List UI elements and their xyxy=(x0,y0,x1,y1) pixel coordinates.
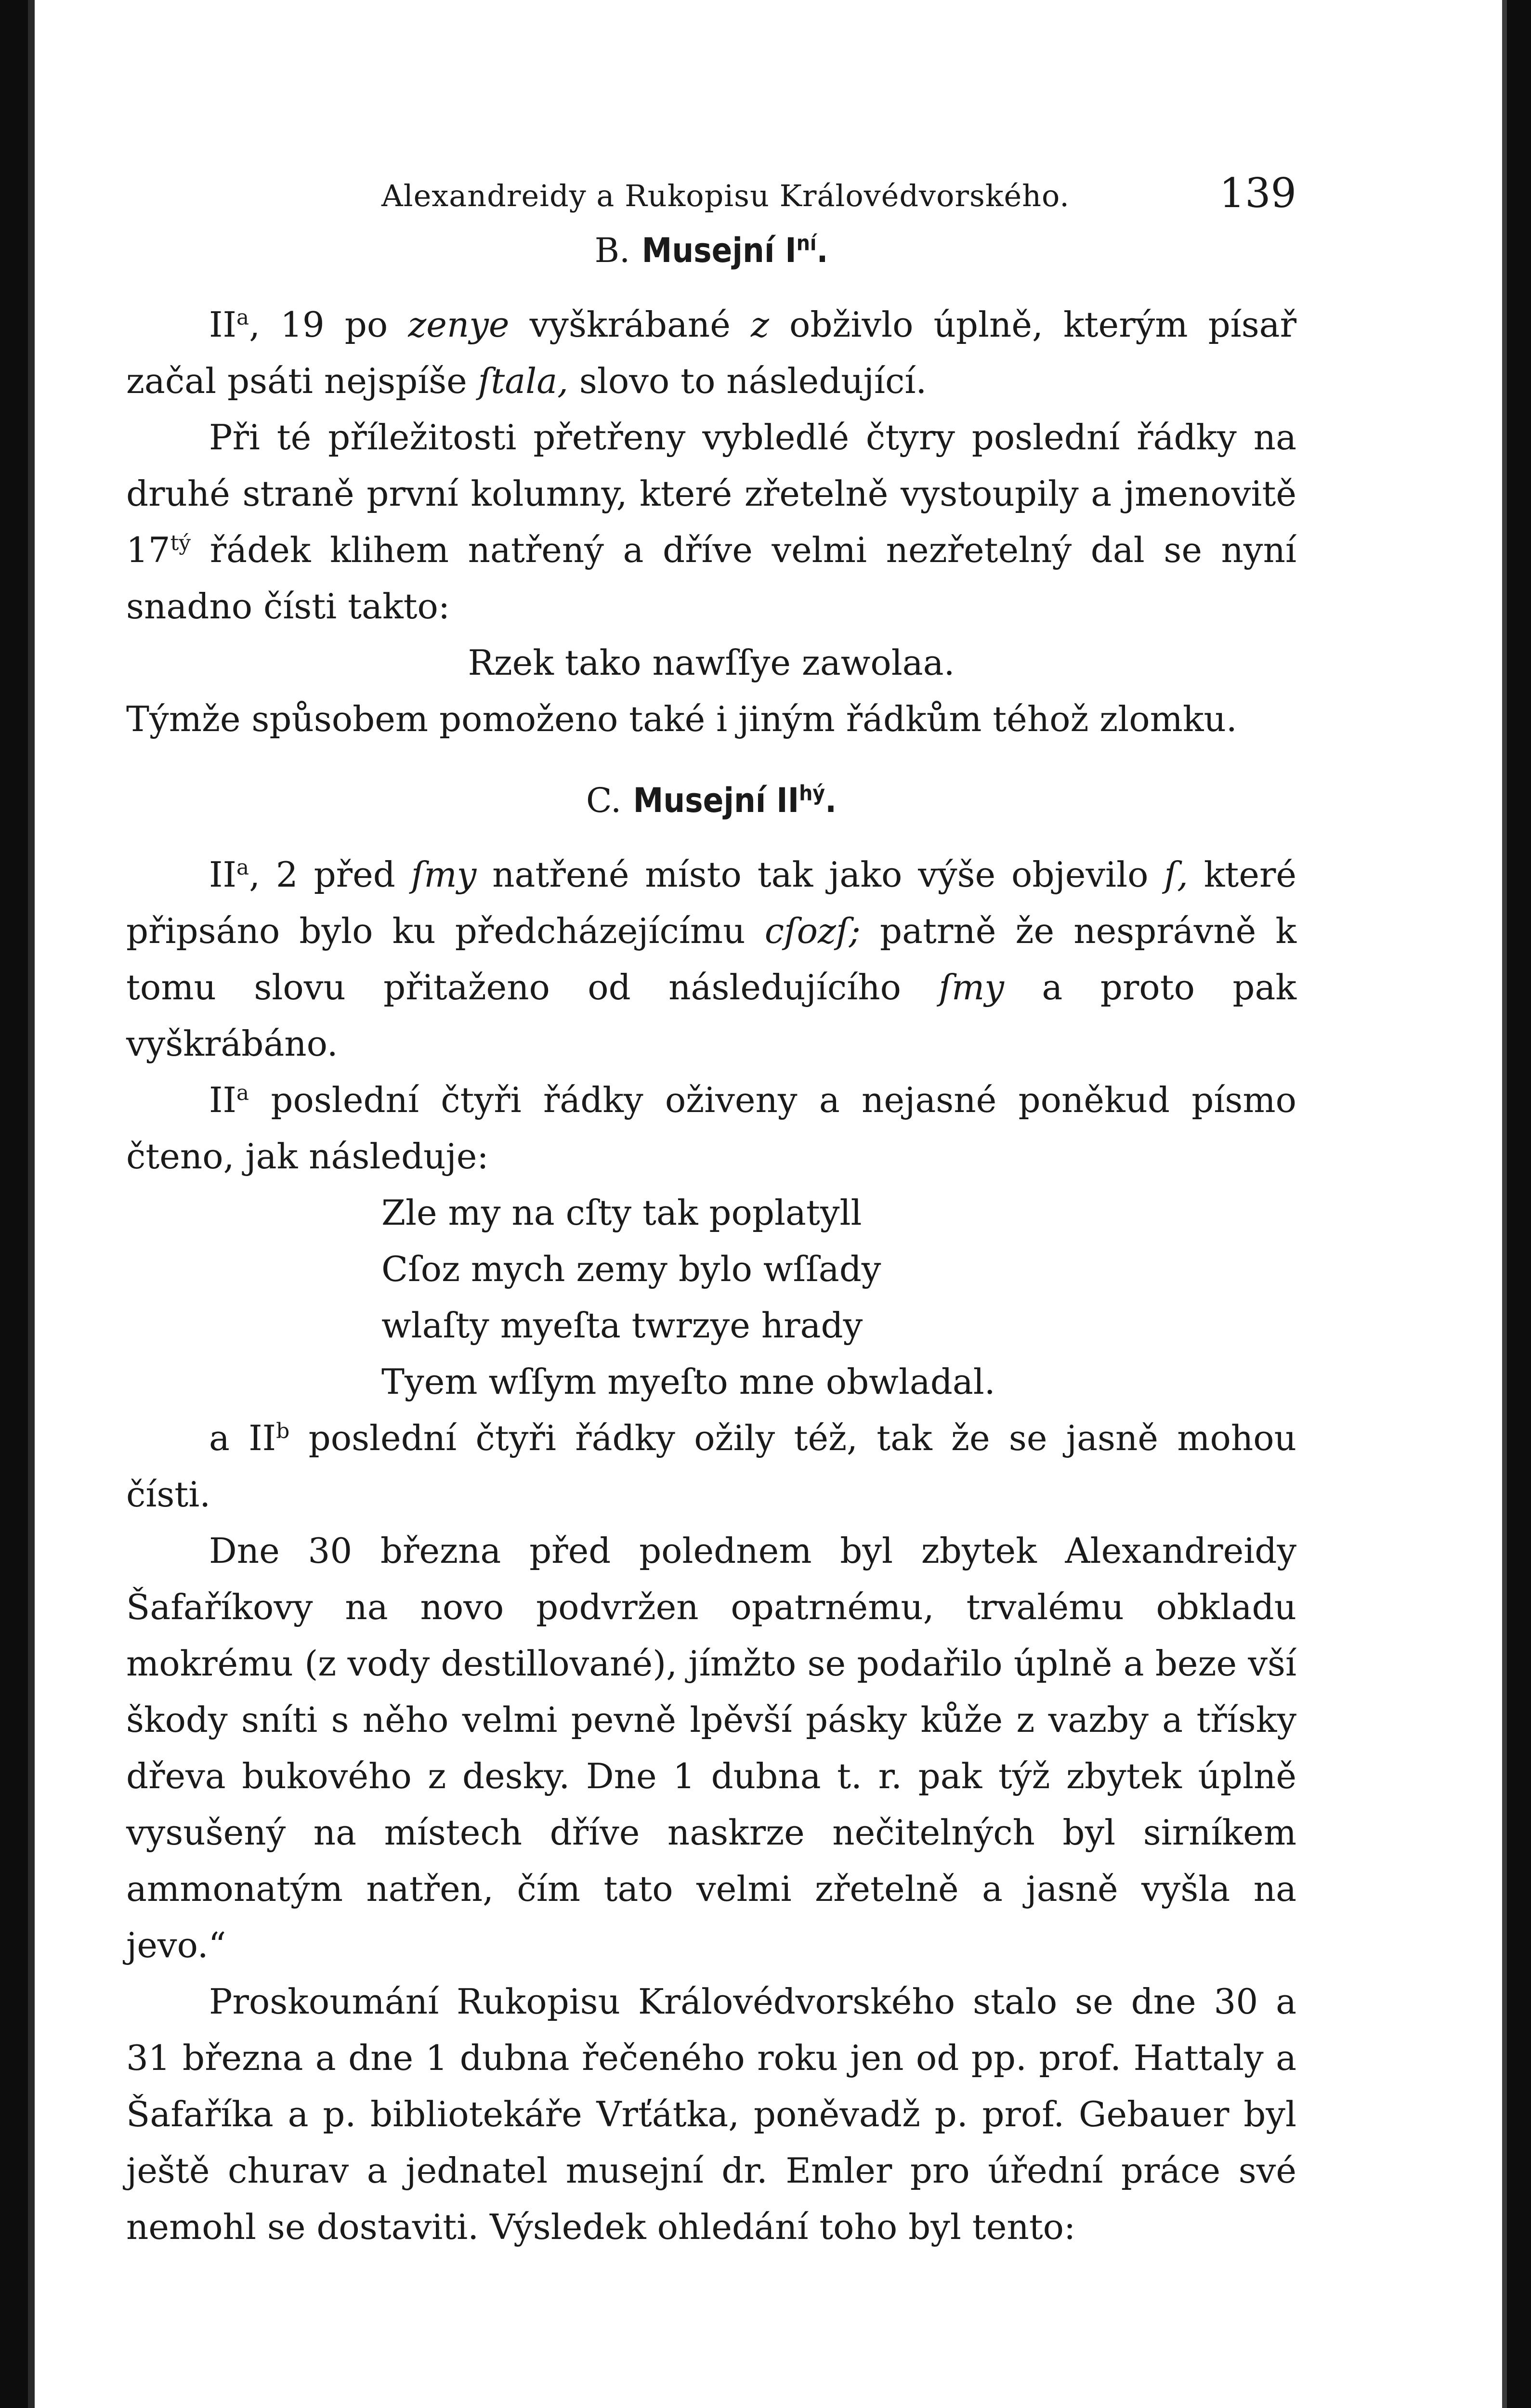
page-number: 139 xyxy=(1219,170,1296,217)
section-letter: C. xyxy=(586,781,622,820)
verse-line: Zle my na cſty tak poplatyll xyxy=(381,1192,862,1233)
section-name: Musejní $II^{hý}$. xyxy=(633,781,837,820)
verse-line: wlaſty myeſta twrzye hrady xyxy=(381,1305,863,1346)
paragraph: a $II^b$ poslední čtyři řádky ožily též, tak že se jasně mohou čísti. xyxy=(126,1418,1296,1515)
section-heading-c xyxy=(126,776,1296,824)
verse-line: Cſoz mych zemy bylo wſſady xyxy=(381,1249,881,1289)
paragraph: $II^a$, 2 před ſmy natřené místo tak jako výše objevilo ſ, které připsáno bylo ku předcházejícímu cſozſ; patrně že nesprávně k tomu slovu přitaženo od následujícího ſmy a proto pak vyškrábáno. xyxy=(126,854,1296,1064)
section-heading-b xyxy=(126,226,1296,275)
book-page xyxy=(126,159,1296,2255)
section-letter: B. xyxy=(594,231,630,270)
verse-line: Tyem wſſym myeſto mne obwladal. xyxy=(381,1361,995,1402)
running-title: Alexandreidy a Rukopisu Královédvorského. xyxy=(381,178,1070,213)
paragraph: Proskoumání Rukopisu Královédvorského stalo se dne 30 a 31 března a dne 1 dubna řečeného roku jen od pp. prof. Hattaly a Šafaříka a p. bibliotekáře Vrťátka, poněvadž p. prof. Gebauer byl ještě churav a jednatel musejní dr. Emler pro úřední práce své nemohl se dostaviti. Výsledek ohledání toho byl tento: xyxy=(126,1981,1296,2247)
paragraph: $II^a$ poslední čtyři řádky oživeny a nejasné poněkud písmo čteno, jak následuje: xyxy=(126,1080,1296,1177)
section-name: Musejní $I^{ní}$. xyxy=(641,231,828,270)
scan-edge-right-shadow xyxy=(1502,0,1507,2408)
paragraph: Týmže spůsobem pomoženo také i jiným řádkům téhož zlomku. xyxy=(126,699,1237,739)
verse-block xyxy=(126,1185,1296,1410)
paragraph: Při té příležitosti přetřeny vybledlé čtyry poslední řádky na druhé straně první kolumny, které zřetelně vystoupily a jmenovitě $17^{tý}$ řádek klihem natřený a dříve velmi nezřetelný dal se nyní snadno čísti takto: xyxy=(126,417,1296,627)
scan-edge-left xyxy=(0,0,28,2408)
scan-edge-right xyxy=(1507,0,1531,2408)
paragraph: Dne 30 března před polednem byl zbytek Alexandreidy Šafaříkovy na novo podvržen opatrnému, trvalému obkladu mokrému (z vody destillované), jímžto se podařilo úplně a beze vší škody sníti s něho velmi pevně lpěvší pásky kůže z vazby a třísky dřeva bukového z desky. Dne 1 dubna t. r. pak týž zbytek úplně vysušený na místech dříve naskrze nečitelných byl sirníkem ammonatým natřen, čím tato velmi zřetelně a jasně vyšla na jevo.“ xyxy=(126,1531,1296,1965)
paragraph: $II^a$, 19 po zenye vyškrábané z obživlo úplně, kterým písař začal psáti nejspíše ſtala, slovo to následující. xyxy=(126,304,1296,401)
scan-edge-left-shadow xyxy=(28,0,35,2408)
quoted-line: Rzek tako nawſſye zawolaa. xyxy=(468,642,955,683)
page-header xyxy=(126,159,1296,226)
